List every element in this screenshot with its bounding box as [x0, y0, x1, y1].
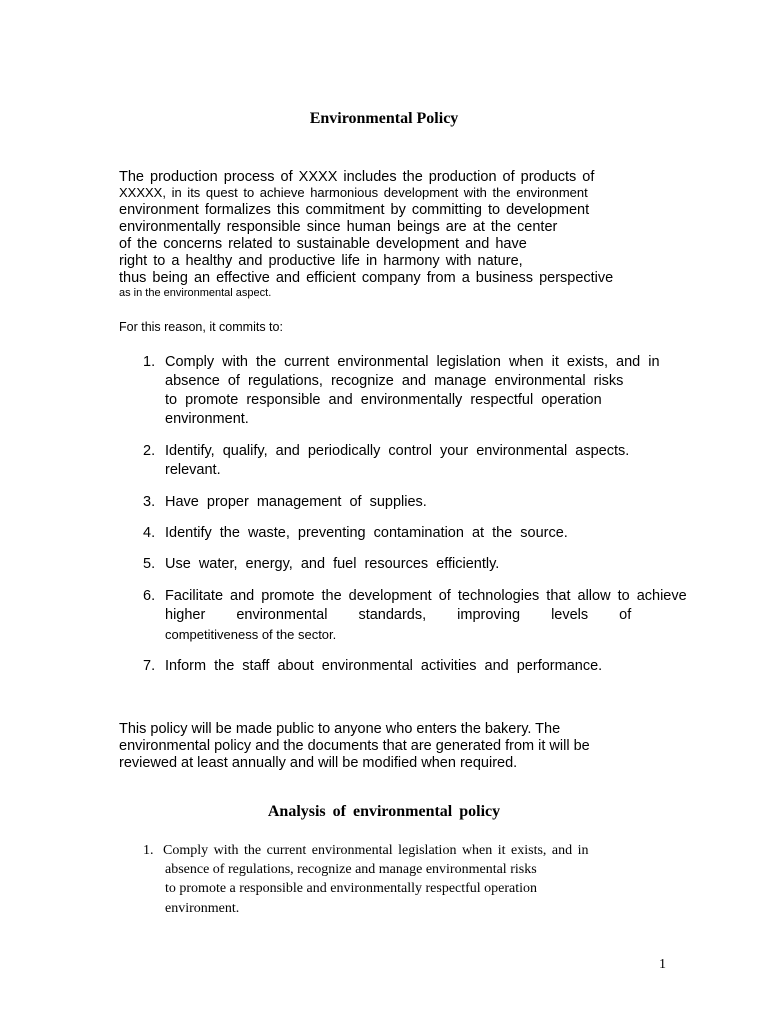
- list-item-line: Have proper management of supplies.: [165, 494, 427, 510]
- intro-line: of the concerns related to sustainable development and have: [119, 236, 527, 252]
- intro-line: right to a healthy and productive life in harmony with nature,: [119, 253, 523, 269]
- list-item-line: Identify the waste, preventing contamination at the source.: [165, 525, 568, 541]
- list-item-number: 5.: [143, 556, 156, 572]
- list-item-number: 2.: [143, 443, 156, 459]
- section-heading: Analysis of environmental policy: [267, 803, 501, 820]
- intro-line: as in the environmental aspect.: [119, 287, 272, 299]
- list-item-line: competitiveness of the sector.: [165, 627, 337, 642]
- list-item-line: Facilitate and promote the development of technologies that allow to achieve: [165, 588, 687, 604]
- list-item-line: environment.: [165, 901, 240, 916]
- list-item-line: higher environmental standards, improving levels of: [165, 607, 632, 623]
- list-item-line: absence of regulations, recognize and manage environmental risks: [165, 373, 624, 389]
- list-item-number: 3.: [143, 494, 156, 510]
- page-number: 1: [659, 957, 666, 972]
- intro-line: The production process of XXXX includes the production of products of: [119, 169, 595, 185]
- commits-intro: For this reason, it commits to:: [119, 320, 283, 334]
- closing-line: This policy will be made public to anyone who enters the bakery. The: [119, 721, 561, 737]
- list-item-line: Use water, energy, and fuel resources efficiently.: [165, 556, 500, 572]
- list-item-line: to promote responsible and environmentally respectful operation: [165, 392, 602, 408]
- page-title: Environmental Policy: [309, 110, 459, 127]
- list-item-number: 4.: [143, 525, 156, 541]
- intro-line: environment formalizes this commitment by committing to development: [119, 202, 590, 218]
- list-item-line: absence of regulations, recognize and manage environmental risks: [165, 862, 537, 877]
- list-item-line: Identify, qualify, and periodically control your environmental aspects.: [165, 443, 630, 459]
- list-item-number: 6.: [143, 588, 156, 604]
- intro-line: thus being an effective and efficient company from a business perspective: [119, 270, 614, 286]
- closing-line: reviewed at least annually and will be modified when required.: [119, 755, 518, 771]
- list-item-number: 7.: [143, 658, 156, 674]
- list-item-line: environment.: [165, 411, 249, 427]
- list-item-number: 1.: [143, 354, 156, 370]
- closing-line: environmental policy and the documents that are generated from it will be: [119, 738, 590, 754]
- intro-line: XXXXX, in its quest to achieve harmonious development with the environment: [119, 185, 588, 200]
- list-item-number: 1.: [143, 843, 154, 858]
- list-item-line: Inform the staff about environmental activities and performance.: [165, 658, 603, 674]
- intro-line: environmentally responsible since human beings are at the center: [119, 219, 558, 235]
- list-item-line: Comply with the current environmental legislation when it exists, and in: [165, 354, 660, 370]
- list-item-line: relevant.: [165, 462, 221, 478]
- list-item-line: to promote a responsible and environmentally respectful operation: [165, 881, 538, 896]
- list-item-line: Comply with the current environmental legislation when it exists, and in: [163, 843, 589, 858]
